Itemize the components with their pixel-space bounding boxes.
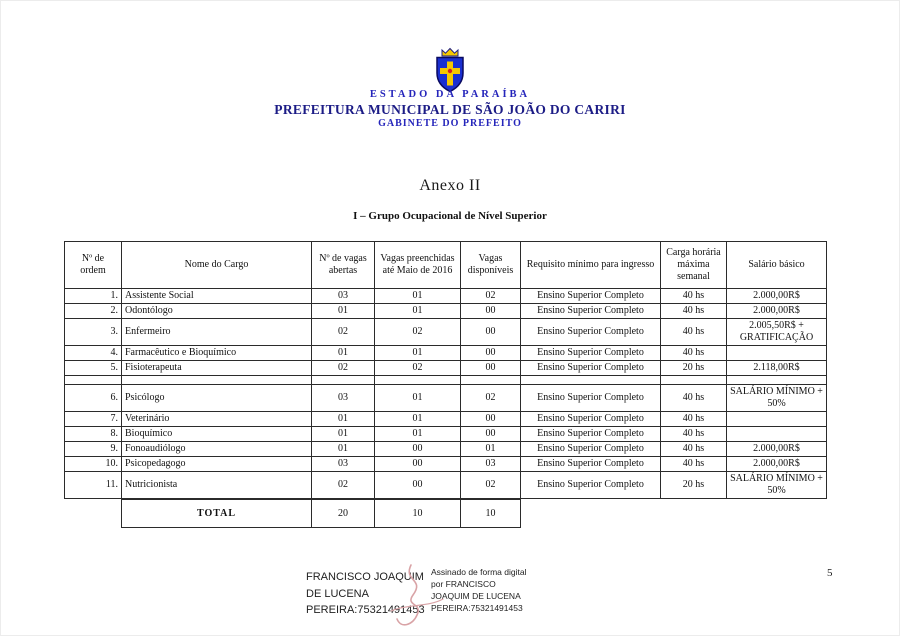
cell-abertas: 02 bbox=[312, 472, 375, 499]
coat-of-arms-icon bbox=[427, 47, 473, 93]
cell-ordem: 7. bbox=[65, 412, 122, 427]
cell-salario bbox=[727, 412, 827, 427]
cell-carga bbox=[661, 376, 727, 385]
cell-preenchidas: 00 bbox=[375, 457, 461, 472]
total-row bbox=[122, 500, 521, 528]
cell-requisito: Ensino Superior Completo bbox=[521, 289, 661, 304]
cell-ordem: 1. bbox=[65, 289, 122, 304]
cell-requisito: Ensino Superior Completo bbox=[521, 457, 661, 472]
cell-carga: 40 hs bbox=[661, 289, 727, 304]
cell-carga: 40 hs bbox=[661, 442, 727, 457]
cell-abertas: 01 bbox=[312, 442, 375, 457]
table-row bbox=[65, 442, 827, 457]
cell-cargo: Fisioterapeuta bbox=[122, 361, 312, 376]
cell-carga: 40 hs bbox=[661, 304, 727, 319]
table-row bbox=[65, 346, 827, 361]
header-abertas: Nº de vagas abertas bbox=[312, 242, 375, 289]
cell-disponiveis: 02 bbox=[461, 289, 521, 304]
cell-salario: SALÁRIO MÍNIMO + 50% bbox=[727, 385, 827, 412]
cell-requisito bbox=[521, 376, 661, 385]
cell-abertas: 02 bbox=[312, 361, 375, 376]
table-header-row bbox=[65, 242, 827, 289]
cell-disponiveis bbox=[461, 376, 521, 385]
total-abertas: 20 bbox=[312, 500, 375, 528]
cell-carga: 40 hs bbox=[661, 412, 727, 427]
table-row bbox=[65, 412, 827, 427]
cell-salario bbox=[727, 346, 827, 361]
cell-preenchidas: 01 bbox=[375, 427, 461, 442]
cell-salario: 2.000,00R$ bbox=[727, 304, 827, 319]
annex-title: Anexo II bbox=[419, 177, 481, 194]
cell-ordem: 8. bbox=[65, 427, 122, 442]
cell-salario: SALÁRIO MÍNIMO + 50% bbox=[727, 472, 827, 499]
letterhead-office: GABINETE DO PREFEITO bbox=[378, 118, 522, 129]
group-subtitle: I – Grupo Ocupacional de Nível Superior bbox=[353, 210, 547, 222]
cell-ordem: 11. bbox=[65, 472, 122, 499]
letterhead-municipality: PREFEITURA MUNICIPAL DE SÃO JOÃO DO CARIRI bbox=[274, 102, 626, 117]
cell-abertas: 01 bbox=[312, 427, 375, 442]
cell-preenchidas bbox=[375, 376, 461, 385]
cell-abertas bbox=[312, 376, 375, 385]
total-preenchidas: 10 bbox=[375, 500, 461, 528]
cell-carga: 20 hs bbox=[661, 361, 727, 376]
cell-ordem: 4. bbox=[65, 346, 122, 361]
cell-abertas: 03 bbox=[312, 289, 375, 304]
cell-disponiveis: 02 bbox=[461, 472, 521, 499]
cell-abertas: 01 bbox=[312, 412, 375, 427]
table-row bbox=[65, 472, 827, 499]
page-number: 5 bbox=[827, 567, 833, 579]
cell-preenchidas: 00 bbox=[375, 442, 461, 457]
cell-preenchidas: 01 bbox=[375, 289, 461, 304]
cell-ordem bbox=[65, 376, 122, 385]
cell-carga: 40 hs bbox=[661, 385, 727, 412]
cell-cargo: Bioquímico bbox=[122, 427, 312, 442]
table-row bbox=[65, 289, 827, 304]
table-row bbox=[65, 304, 827, 319]
cell-cargo: Psicólogo bbox=[122, 385, 312, 412]
cell-ordem: 3. bbox=[65, 319, 122, 346]
cell-cargo: Farmacêutico e Bioquímico bbox=[122, 346, 312, 361]
cell-cargo bbox=[122, 376, 312, 385]
table-row bbox=[65, 427, 827, 442]
cell-disponiveis: 00 bbox=[461, 346, 521, 361]
cell-requisito: Ensino Superior Completo bbox=[521, 472, 661, 499]
cell-cargo: Enfermeiro bbox=[122, 319, 312, 346]
cell-salario bbox=[727, 376, 827, 385]
table-row bbox=[65, 457, 827, 472]
cell-preenchidas: 01 bbox=[375, 346, 461, 361]
cell-carga: 40 hs bbox=[661, 427, 727, 442]
cell-carga: 40 hs bbox=[661, 319, 727, 346]
cell-preenchidas: 01 bbox=[375, 304, 461, 319]
cell-requisito: Ensino Superior Completo bbox=[521, 442, 661, 457]
cell-salario: 2.118,00R$ bbox=[727, 361, 827, 376]
total-disponiveis: 10 bbox=[461, 500, 521, 528]
header-salario: Salário básico bbox=[727, 242, 827, 289]
cell-cargo: Odontólogo bbox=[122, 304, 312, 319]
cell-ordem: 6. bbox=[65, 385, 122, 412]
cell-cargo: Psicopedagogo bbox=[122, 457, 312, 472]
positions-table bbox=[64, 241, 827, 499]
cell-disponiveis: 00 bbox=[461, 427, 521, 442]
header-requisito: Requisito mínimo para ingresso bbox=[521, 242, 661, 289]
cell-abertas: 01 bbox=[312, 304, 375, 319]
cell-disponiveis: 03 bbox=[461, 457, 521, 472]
cell-salario: 2.000,00R$ bbox=[727, 289, 827, 304]
cell-requisito: Ensino Superior Completo bbox=[521, 427, 661, 442]
cell-ordem: 10. bbox=[65, 457, 122, 472]
cell-preenchidas: 01 bbox=[375, 412, 461, 427]
table-row bbox=[65, 385, 827, 412]
table-row bbox=[65, 319, 827, 346]
header-cargo: Nome do Cargo bbox=[122, 242, 312, 289]
header-carga: Carga horária máxima semanal bbox=[661, 242, 727, 289]
table-row bbox=[65, 361, 827, 376]
cell-disponiveis: 02 bbox=[461, 385, 521, 412]
cell-preenchidas: 00 bbox=[375, 472, 461, 499]
cell-carga: 40 hs bbox=[661, 457, 727, 472]
letterhead-state: ESTADO DA PARAÍBA bbox=[369, 89, 531, 100]
cell-requisito: Ensino Superior Completo bbox=[521, 385, 661, 412]
cell-requisito: Ensino Superior Completo bbox=[521, 361, 661, 376]
cell-salario: 2.005,50R$ + GRATIFICAÇÃO bbox=[727, 319, 827, 346]
signature-name: FRANCISCO JOAQUIM DE LUCENA PEREIRA:75321491453 bbox=[306, 571, 425, 616]
cell-ordem: 9. bbox=[65, 442, 122, 457]
table-row-empty bbox=[65, 376, 827, 385]
cell-requisito: Ensino Superior Completo bbox=[521, 412, 661, 427]
cell-carga: 20 hs bbox=[661, 472, 727, 499]
cell-abertas: 01 bbox=[312, 346, 375, 361]
cell-preenchidas: 01 bbox=[375, 385, 461, 412]
totals-table bbox=[121, 499, 521, 528]
cell-disponiveis: 00 bbox=[461, 304, 521, 319]
cell-salario: 2.000,00R$ bbox=[727, 457, 827, 472]
cell-cargo: Fonoaudiólogo bbox=[122, 442, 312, 457]
cell-ordem: 5. bbox=[65, 361, 122, 376]
cell-abertas: 02 bbox=[312, 319, 375, 346]
header-ordem: Nº de ordem bbox=[65, 242, 122, 289]
cell-requisito: Ensino Superior Completo bbox=[521, 304, 661, 319]
cell-abertas: 03 bbox=[312, 457, 375, 472]
cell-disponiveis: 01 bbox=[461, 442, 521, 457]
header-disponiveis: Vagas disponíveis bbox=[461, 242, 521, 289]
cell-preenchidas: 02 bbox=[375, 361, 461, 376]
cell-disponiveis: 00 bbox=[461, 361, 521, 376]
header-preenchidas: Vagas preenchidas até Maio de 2016 bbox=[375, 242, 461, 289]
cell-carga: 40 hs bbox=[661, 346, 727, 361]
cell-cargo: Veterinário bbox=[122, 412, 312, 427]
cell-disponiveis: 00 bbox=[461, 319, 521, 346]
cell-disponiveis: 00 bbox=[461, 412, 521, 427]
signature-statement: Assinado de forma digital por FRANCISCO JOAQUIM DE LUCENA PEREIRA:75321491453 bbox=[431, 567, 527, 613]
cell-ordem: 2. bbox=[65, 304, 122, 319]
total-label: TOTAL bbox=[122, 500, 312, 528]
cell-cargo: Nutricionista bbox=[122, 472, 312, 499]
cell-requisito: Ensino Superior Completo bbox=[521, 319, 661, 346]
cell-requisito: Ensino Superior Completo bbox=[521, 346, 661, 361]
cell-abertas: 03 bbox=[312, 385, 375, 412]
cell-salario bbox=[727, 427, 827, 442]
cell-cargo: Assistente Social bbox=[122, 289, 312, 304]
cell-salario: 2.000,00R$ bbox=[727, 442, 827, 457]
cell-preenchidas: 02 bbox=[375, 319, 461, 346]
